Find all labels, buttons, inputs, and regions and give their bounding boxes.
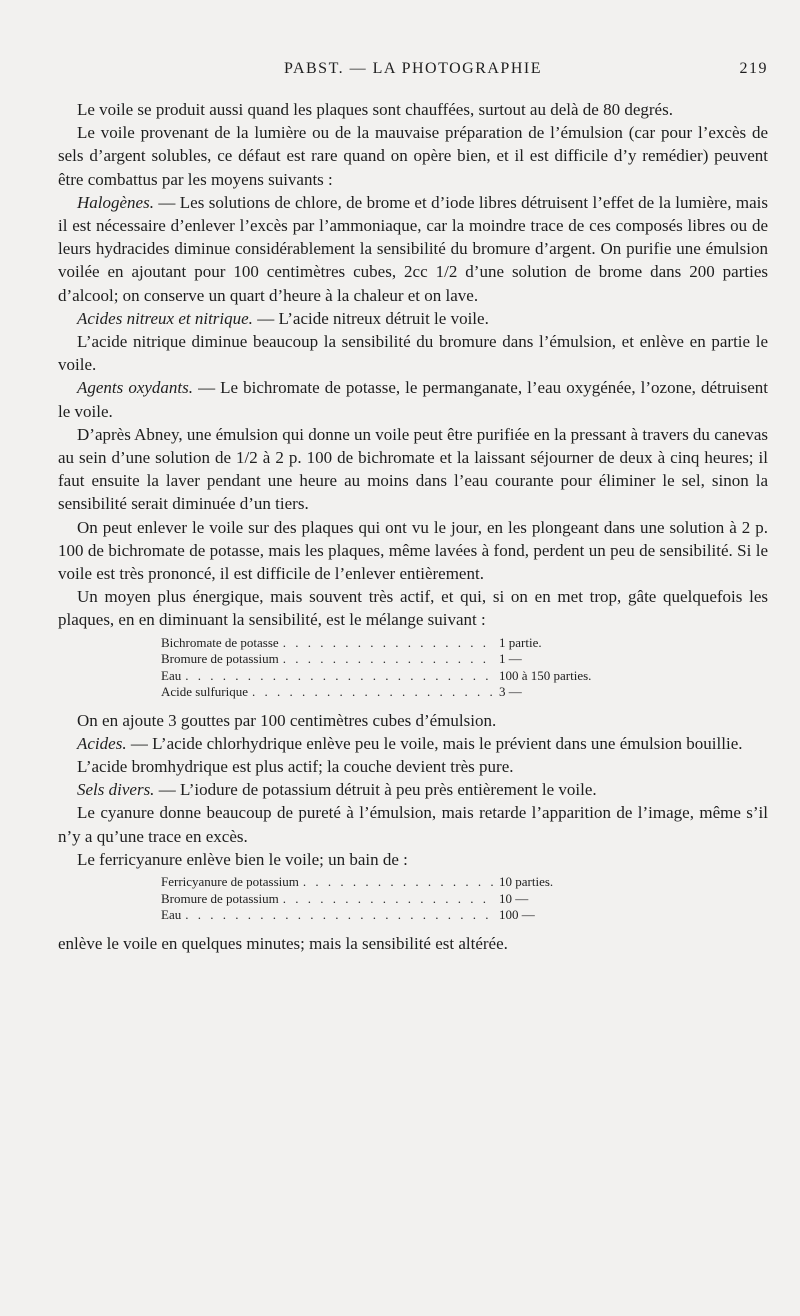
recipe-ingredient: Acide sulfurique (161, 684, 249, 700)
paragraph: L’acide bromhydrique est plus actif; la couche devient très pure. (77, 757, 514, 777)
section-heading: Acides nitreux et nitrique. (77, 308, 253, 328)
recipe-amount: 1 — (499, 651, 522, 667)
dot-leader (252, 684, 495, 701)
paragraph (58, 778, 768, 801)
page-header (58, 60, 768, 84)
paragraph-text: — L’acide nitreux détruit le voile. (252, 308, 489, 328)
recipe-ingredient: Ferricyanure de potassium (161, 874, 299, 890)
paragraph: Le cyanure donne beaucoup de pureté à l’émulsion, mais retarde l’apparition de l’image, même s’il n’y a qu’une trace en excès. (58, 803, 768, 846)
running-title: PABST. — LA PHOTOGRAPHIE (284, 60, 542, 77)
page-number: 219 (739, 60, 768, 77)
recipe-row (161, 907, 591, 924)
recipe-row (161, 874, 591, 891)
recipe-amount: 3 — (499, 684, 522, 700)
section-heading: Sels divers. (77, 780, 155, 800)
paragraph-text: — L’acide chlorhydrique enlève peu le voile, mais le prévient dans une émulsion bouillie. (126, 733, 743, 753)
section-heading: Acides. (77, 733, 127, 753)
body-text (58, 98, 768, 955)
dot-leader (303, 874, 495, 891)
paragraph: enlève le voile en quelques minutes; mais la sensibilité est altérée. (58, 933, 508, 953)
dot-leader (185, 907, 495, 924)
recipe-ingredient: Bromure de potassium (161, 651, 279, 667)
recipe-row (161, 891, 591, 908)
dot-leader (283, 891, 495, 908)
paragraph: On en ajoute 3 gouttes par 100 centimètres cubes d’émulsion. (77, 710, 497, 730)
recipe-ingredient: Bichromate de potasse (161, 634, 279, 650)
paragraph: D’après Abney, une émulsion qui donne un voile peut être purifiée en la pressant à travers du canevas au sein d’une solution de 1/2 à 2 p. 100 de bichromate et la laissant séjourner de deux à cinq heures; il faut ensuite la laver pendant une heure au moins dans l’eau courante pour éliminer le sel, sinon la sensibilité serait diminuée d’un tiers. (58, 424, 768, 514)
dot-leader (283, 635, 495, 652)
paragraph (58, 376, 768, 422)
paragraph (58, 191, 768, 307)
dot-leader (185, 668, 495, 685)
recipe-ingredient: Eau (161, 667, 182, 683)
recipe-row (161, 668, 591, 685)
recipe-row (161, 684, 591, 701)
paragraph-text: — L’iodure de potassium détruit à peu près entièrement le voile. (154, 780, 597, 800)
paragraph: Le voile provenant de la lumière ou de la mauvaise préparation de l’émulsion (car pour l’excès de sels d’argent solubles, ce défaut est rare quand on opère bien, et il est difficile d’y remédier) peuvent être combattus par les moyens suivants : (58, 123, 768, 189)
dot-leader (283, 651, 495, 668)
paragraph: Le voile se produit aussi quand les plaques sont chauffées, surtout au delà de 80 degrés. (77, 100, 673, 119)
recipe-table (161, 874, 591, 924)
recipe-row (161, 635, 591, 652)
recipe-amount: 100 — (499, 907, 535, 923)
paragraph (58, 307, 768, 330)
paragraph: On peut enlever le voile sur des plaques qui ont vu le jour, en les plongeant dans une solution à 2 p. 100 de bichromate de potasse, mais les plaques, même lavées à fond, perdent un peu de sensibilité. Si le voile est très prononcé, il est difficile de l’enlever entièrement. (58, 517, 768, 584)
recipe-table (161, 635, 591, 701)
recipe-amount: 100 à 150 parties. (499, 667, 592, 683)
recipe-amount: 10 parties. (499, 874, 554, 890)
recipe-ingredient: Eau (161, 907, 182, 923)
paragraph: Le ferricyanure enlève bien le voile; un bain de : (77, 849, 408, 869)
paragraph (58, 732, 768, 755)
recipe-amount: 1 partie. (499, 634, 542, 650)
recipe-row (161, 651, 591, 668)
section-heading: Agents oxydants. (77, 378, 194, 398)
paragraph-text: — Les solutions de chlore, de brome et d’iode libres détruisent l’effet de la lumière, mais il est nécessaire d’enlever l’excès par l’ammoniaque, car la moindre trace de ces composés libres ou de leurs hydracides diminue considérablement la sensibilité du bromure d’argent. On purifie une émulsion voilée en ajoutant pour 100 centimètres cubes, 2cc 1/2 d’une solution de brome dans 200 parties d’alcool; on conserve un quart d’heure à la chaleur et on lave. (58, 192, 768, 305)
paragraph-text: — Le bichromate de potasse, le permanganate, l’eau oxygénée, l’ozone, détruisent le voile. (58, 378, 769, 421)
recipe-ingredient: Bromure de potassium (161, 890, 279, 906)
paragraph: L’acide nitrique diminue beaucoup la sensibilité du bromure dans l’émulsion, et enlève en partie le voile. (58, 332, 768, 375)
recipe-amount: 10 — (499, 890, 529, 906)
section-heading: Halogènes. (77, 192, 154, 212)
paragraph: Un moyen plus énergique, mais souvent très actif, et qui, si on en met trop, gâte quelquefois les plaques, en en diminuant la sensibilité, est le mélange suivant : (58, 587, 768, 630)
